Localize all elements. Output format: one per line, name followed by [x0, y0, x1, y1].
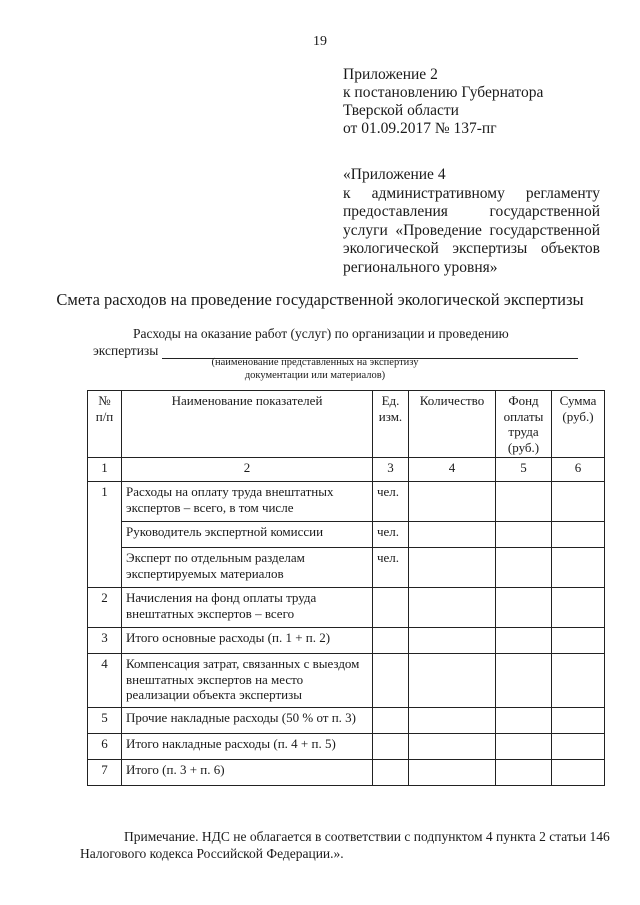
row-unit	[373, 654, 409, 708]
appendix-header-line: к постановлению Губернатора	[343, 84, 544, 101]
appendix-reference-line: к административному регламенту	[343, 184, 600, 202]
row-unit: чел.	[373, 522, 409, 548]
row-number: 4	[88, 654, 122, 708]
row-unit	[373, 760, 409, 786]
row-sum-cell[interactable]	[552, 628, 605, 654]
col-number: 2	[122, 458, 373, 482]
table-row	[88, 708, 605, 734]
row-unit: чел.	[373, 482, 409, 522]
header-sum: Сумма (руб.)	[552, 391, 605, 458]
header-num: № п/п	[88, 391, 122, 458]
row-unit	[373, 734, 409, 760]
intro-label: экспертизы	[93, 343, 159, 358]
row-number: 2	[88, 588, 122, 628]
row-unit	[373, 588, 409, 628]
table-row	[88, 760, 605, 786]
row-number: 1	[88, 482, 122, 588]
row-fund-cell[interactable]	[496, 654, 552, 708]
row-name: Компенсация затрат, связанных с выездом внештатных экспертов на место реализации объекта экспертизы	[122, 654, 373, 708]
row-fund-cell[interactable]	[496, 588, 552, 628]
row-name: Руководитель экспертной комиссии	[122, 522, 373, 548]
appendix-header	[343, 66, 543, 138]
header-qty: Количество	[409, 391, 496, 458]
row-name: Эксперт по отдельным разделам экспертируемых материалов	[122, 548, 373, 588]
appendix-reference-line: регионального уровня»	[343, 258, 498, 276]
table-row	[88, 734, 605, 760]
note-line: Примечание. НДС не облагается в соответствии с подпунктом 4 пункта 2 статьи 146	[124, 829, 610, 844]
row-name: Итого основные расходы (п. 1 + п. 2)	[122, 628, 373, 654]
row-unit	[373, 628, 409, 654]
note-line: Налогового кодекса Российской Федерации.».	[80, 846, 344, 861]
hint-line: документации или материалов)	[244, 370, 386, 381]
row-sum-cell[interactable]	[552, 482, 605, 522]
appendix-header-line: Приложение 2	[343, 66, 438, 83]
row-name: Прочие накладные расходы (50 % от п. 3)	[122, 708, 373, 734]
row-sum-cell[interactable]	[552, 760, 605, 786]
row-fund-cell[interactable]	[496, 734, 552, 760]
appendix-reference-line: экологической экспертизы объектов	[343, 240, 600, 257]
blank-hint	[190, 356, 440, 382]
row-number: 5	[88, 708, 122, 734]
col-number: 4	[409, 458, 496, 482]
row-sum-cell[interactable]	[552, 522, 605, 548]
header-name: Наименование показателей	[122, 391, 373, 458]
row-sum-cell[interactable]	[552, 654, 605, 708]
table-row	[88, 482, 605, 522]
table-row	[88, 548, 605, 588]
col-number: 3	[373, 458, 409, 482]
row-qty-cell[interactable]	[409, 548, 496, 588]
header-fund: Фонд оплаты труда (руб.)	[496, 391, 552, 458]
row-fund-cell[interactable]	[496, 760, 552, 786]
intro-block	[93, 325, 578, 359]
col-number: 1	[88, 458, 122, 482]
row-sum-cell[interactable]	[552, 708, 605, 734]
row-sum-cell[interactable]	[552, 588, 605, 628]
table-row	[88, 522, 605, 548]
row-sum-cell[interactable]	[552, 734, 605, 760]
note-block	[80, 828, 610, 862]
row-fund-cell[interactable]	[496, 522, 552, 548]
row-number: 3	[88, 628, 122, 654]
row-name: Начисления на фонд оплаты труда внештатных экспертов – всего	[122, 588, 373, 628]
row-unit: чел.	[373, 548, 409, 588]
appendix-reference-line: услуги «Проведение государственной	[343, 221, 600, 239]
row-fund-cell[interactable]	[496, 708, 552, 734]
header-unit: Ед. изм.	[373, 391, 409, 458]
row-unit	[373, 708, 409, 734]
row-qty-cell[interactable]	[409, 522, 496, 548]
row-number: 6	[88, 734, 122, 760]
row-qty-cell[interactable]	[409, 708, 496, 734]
row-qty-cell[interactable]	[409, 628, 496, 654]
table-header-row	[88, 391, 605, 458]
row-qty-cell[interactable]	[409, 482, 496, 522]
row-fund-cell[interactable]	[496, 628, 552, 654]
row-number: 7	[88, 760, 122, 786]
appendix-reference-line: «Приложение 4	[343, 166, 446, 183]
column-number-row	[88, 458, 605, 482]
row-qty-cell[interactable]	[409, 734, 496, 760]
hint-line: (наименование представленных на экспертизу	[211, 357, 419, 368]
row-qty-cell[interactable]	[409, 588, 496, 628]
table-row	[88, 628, 605, 654]
document-title: Смета расходов на проведение государственной экологической экспертизы	[56, 290, 584, 309]
col-number: 5	[496, 458, 552, 482]
page-number: 19	[313, 34, 327, 49]
row-fund-cell[interactable]	[496, 548, 552, 588]
table-row	[88, 654, 605, 708]
row-qty-cell[interactable]	[409, 654, 496, 708]
row-sum-cell[interactable]	[552, 548, 605, 588]
appendix-reference-line: предоставления государственной	[343, 203, 600, 220]
row-name: Расходы на оплату труда внештатных экспертов – всего, в том числе	[122, 482, 373, 522]
appendix-header-line: от 01.09.2017 № 137-пг	[343, 120, 497, 137]
intro-line: Расходы на оказание работ (услуг) по организации и проведению	[133, 326, 509, 341]
table-row	[88, 588, 605, 628]
col-number: 6	[552, 458, 605, 482]
row-name: Итого накладные расходы (п. 4 + п. 5)	[122, 734, 373, 760]
row-qty-cell[interactable]	[409, 760, 496, 786]
appendix-header-line: Тверской области	[343, 102, 459, 119]
row-name: Итого (п. 3 + п. 6)	[122, 760, 373, 786]
row-fund-cell[interactable]	[496, 482, 552, 522]
budget-table	[87, 390, 605, 786]
appendix-reference	[343, 166, 600, 277]
